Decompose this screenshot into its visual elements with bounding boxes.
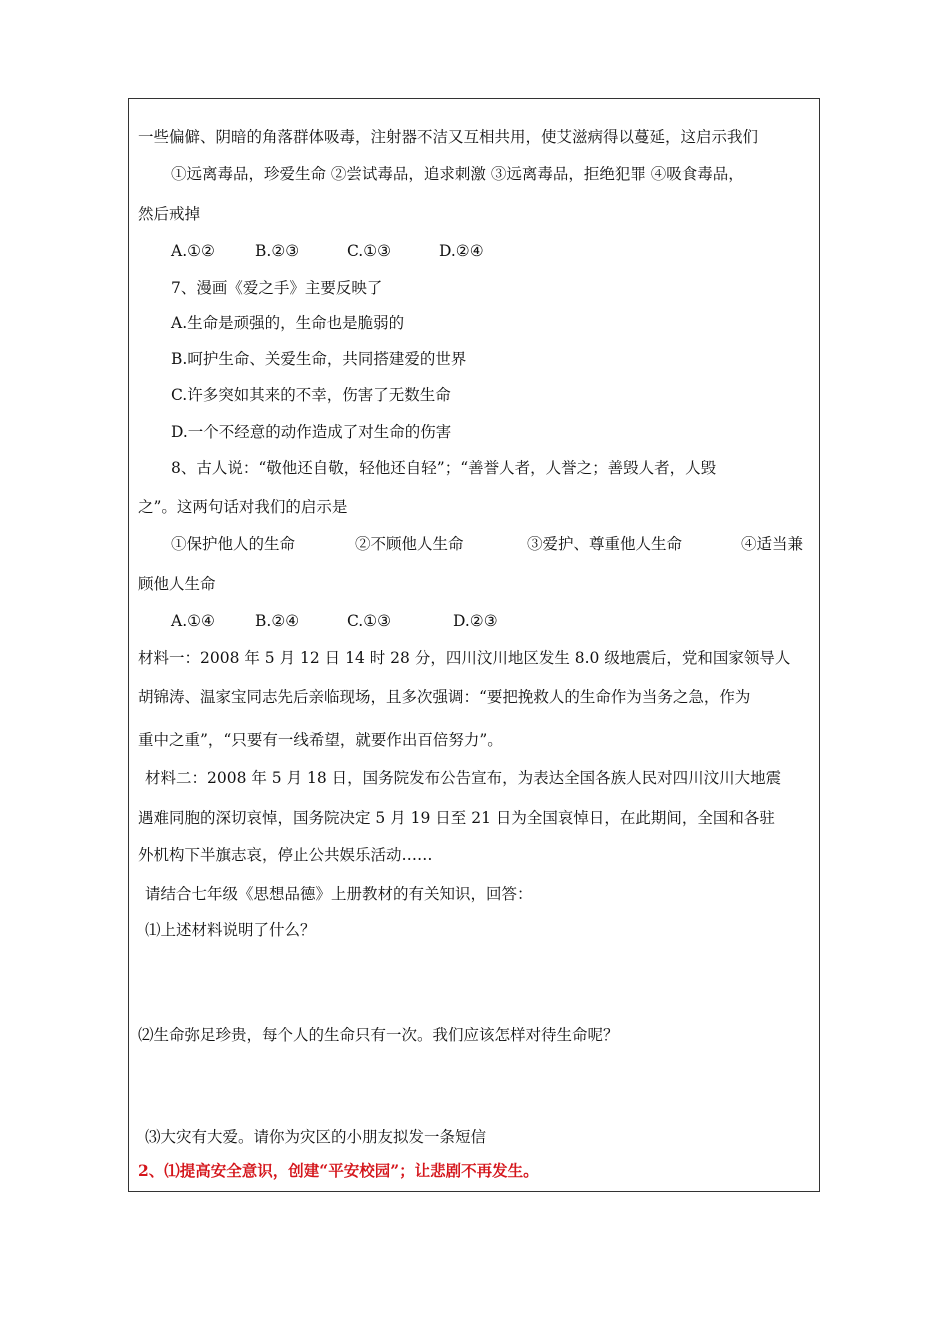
material-2-line-1: 材料二：2008 年 5 月 18 日，国务院发布公告宣布，为表达全国各族人民对四川汶川大地震 [145, 769, 782, 787]
material-2-line-3: 外机构下半旗志哀，停止公共娱乐活动…… [138, 846, 433, 864]
material-1-line-2: 胡锦涛、温家宝同志先后亲临现场，且多次强调：“要把挽救人的生命作为当务之急，作为 [138, 688, 751, 706]
q7-option-c: C.许多突如其来的不幸，伤害了无数生命 [171, 386, 451, 404]
q8-items-cont: 顾他人生命 [138, 575, 216, 593]
material-2-line-2: 遇难同胞的深切哀悼，国务院决定 5 月 19 日至 21 日为全国哀悼日，在此期间，全国和各驻 [138, 809, 775, 827]
q6-items-cont: 然后戒掉 [138, 205, 201, 223]
q7-option-a: A.生命是顽强的，生命也是脆弱的 [171, 314, 405, 332]
q6-items-line: ①远离毒品，珍爱生命 ②尝试毒品，追求刺激 ③远离毒品，拒绝犯罪 ④吸食毒品， [171, 165, 744, 183]
q6-option-c: C.①③ [347, 242, 392, 260]
q6-option-b: B.②③ [255, 242, 300, 260]
q7-option-b: B.呵护生命、关爱生命，共同搭建爱的世界 [171, 350, 467, 368]
q8-item-3: ③爱护、尊重他人生命 [527, 535, 683, 553]
q8-item-1: ①保护他人的生命 [171, 535, 296, 553]
sub-question-2: ⑵生命弥足珍贵，每个人的生命只有一次。我们应该怎样对待生命呢？ [138, 1026, 619, 1044]
q8-stem-1: 8、古人说：“敬他还自敬，轻他还自轻”；“善誉人者，人誉之；善毁人者，人毁 [171, 459, 717, 477]
q8-stem-2: 之”。这两句话对我们的启示是 [138, 498, 348, 516]
q8-item-2: ②不顾他人生命 [355, 535, 464, 553]
sub-question-1: ⑴上述材料说明了什么？ [145, 921, 316, 939]
material-1-line-1: 材料一：2008 年 5 月 12 日 14 时 28 分，四川汶川地区发生 8.0 级地震后，党和国家领导人 [138, 649, 791, 667]
q6-option-d: D.②④ [439, 242, 484, 260]
instruction: 请结合七年级《思想品德》上册教材的有关知识，回答： [145, 885, 533, 903]
q6-option-a: A.①② [171, 242, 215, 260]
q7-stem: 7、漫画《爱之手》主要反映了 [171, 279, 383, 297]
material-1-line-3: 重中之重”，“只要有一线希望，就要作出百倍努力”。 [138, 731, 503, 749]
q8-option-b: B.②④ [255, 612, 300, 630]
q7-option-d: D.一个不经意的动作造成了对生命的伤害 [171, 423, 452, 441]
q8-items [171, 534, 803, 554]
q8-options [171, 611, 498, 631]
sub-question-3: ⑶大灾有大爱。请你为灾区的小朋友拟发一条短信 [145, 1128, 487, 1146]
q6-options [171, 241, 484, 261]
q8-option-d: D.②③ [453, 612, 498, 630]
answer-line: 2、⑴提高安全意识，创建“平安校园”；让悲剧不再发生。 [138, 1161, 539, 1180]
q8-item-4: ④适当兼 [741, 535, 804, 553]
q6-stem-line: 一些偏僻、阴暗的角落群体吸毒，注射器不洁又互相共用，使艾滋病得以蔓延，这启示我们 [138, 128, 759, 146]
q8-option-c: C.①③ [347, 612, 392, 630]
q8-option-a: A.①④ [171, 612, 215, 630]
